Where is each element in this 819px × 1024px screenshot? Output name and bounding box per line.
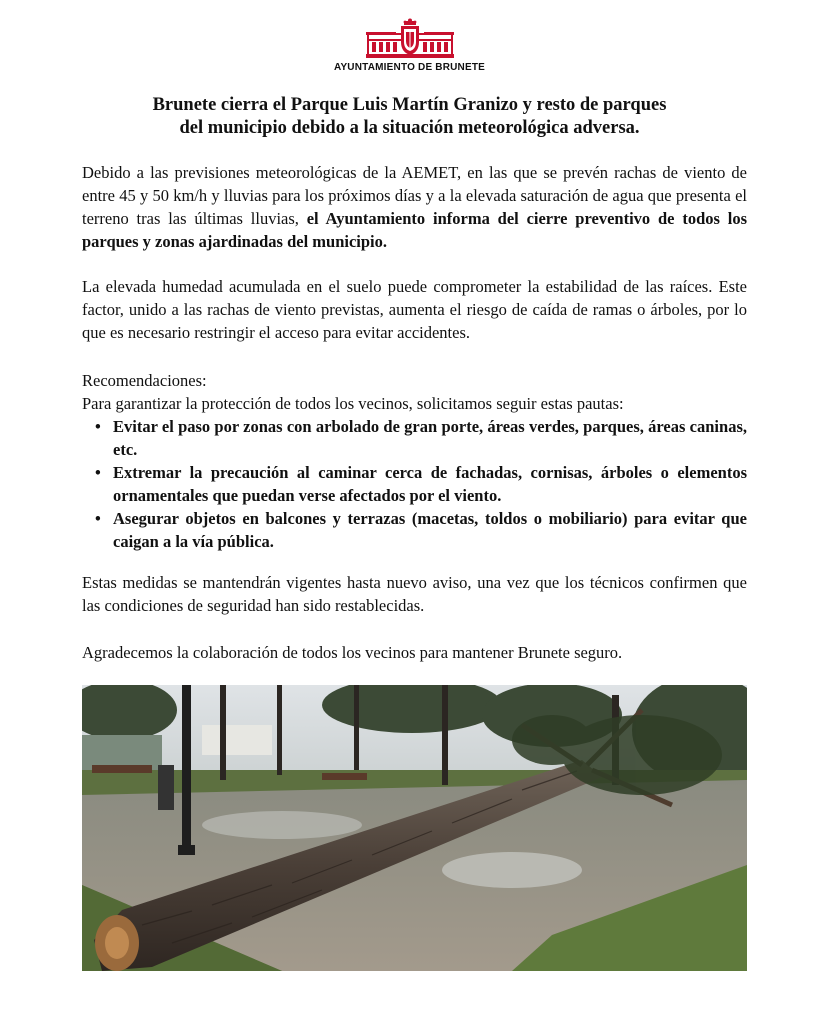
list-item-text: Asegurar objetos en balcones y terrazas (macetas, toldos o mobiliario) para evitar que caigan a la vía pública. [113, 509, 747, 551]
paragraph-intro [82, 161, 747, 253]
paragraph-validity: Estas medidas se mantendrán vigentes hasta nuevo aviso, una vez que los técnicos confirmen que las condiciones de seguridad han sido restablecidas. [82, 573, 747, 615]
list-item-text: Extremar la precaución al caminar cerca de fachadas, cornisas, árboles o elementos ornamentales que puedan verse afectados por el viento. [113, 463, 747, 505]
bullet-icon: • [95, 509, 101, 528]
crest-icon [364, 18, 456, 60]
title-line-1: Brunete cierra el Parque Luis Martín Granizo y resto de parques [152, 95, 667, 115]
intro-text: Debido a las previsiones meteorológicas de la AEMET, en las que se prevén rachas de viento de entre 45 y 50 km/h y lluvias para los próximos días y a la elevada saturación de agua que presenta el terreno tras las últimas lluvias, [82, 163, 747, 228]
recommendations-heading: Recomendaciones: [82, 371, 207, 390]
list-item-text: Evitar el paso por zonas con arbolado de gran porte, áreas verdes, parques, áreas caninas, etc. [113, 417, 747, 459]
bullet-icon: • [95, 463, 101, 482]
list-item [82, 507, 747, 553]
bullet-icon: • [95, 417, 101, 436]
org-name: AYUNTAMIENTO DE BRUNETE [333, 62, 486, 73]
paragraph-risk: La elevada humedad acumulada en el suelo puede comprometer la estabilidad de las raíces. Este factor, unido a las rachas de viento previstas, aumenta el riesgo de caída de ramas o árboles, por lo que es necesario restringir el acceso para evitar accidentes. [82, 277, 747, 342]
header-logo [0, 18, 819, 73]
recommendations-list [82, 415, 747, 553]
list-item [82, 415, 747, 461]
fallen-tree-photo [82, 685, 747, 971]
list-item [82, 461, 747, 507]
recommendations-intro: Para garantizar la protección de todos los vecinos, solicitamos seguir estas pautas: [82, 394, 624, 413]
paragraph-thanks: Agradecemos la colaboración de todos los vecinos para mantener Brunete seguro. [82, 643, 623, 662]
fallen-tree-in-park-photo [82, 685, 747, 971]
intro-bold-text: el Ayuntamiento informa del cierre preventivo de todos los parques y zonas ajardinadas del municipio. [82, 209, 748, 251]
title-line-2: del municipio debido a la situación meteorológica adversa. [179, 118, 640, 138]
page-title [60, 94, 759, 140]
recommendations-section [82, 369, 747, 553]
